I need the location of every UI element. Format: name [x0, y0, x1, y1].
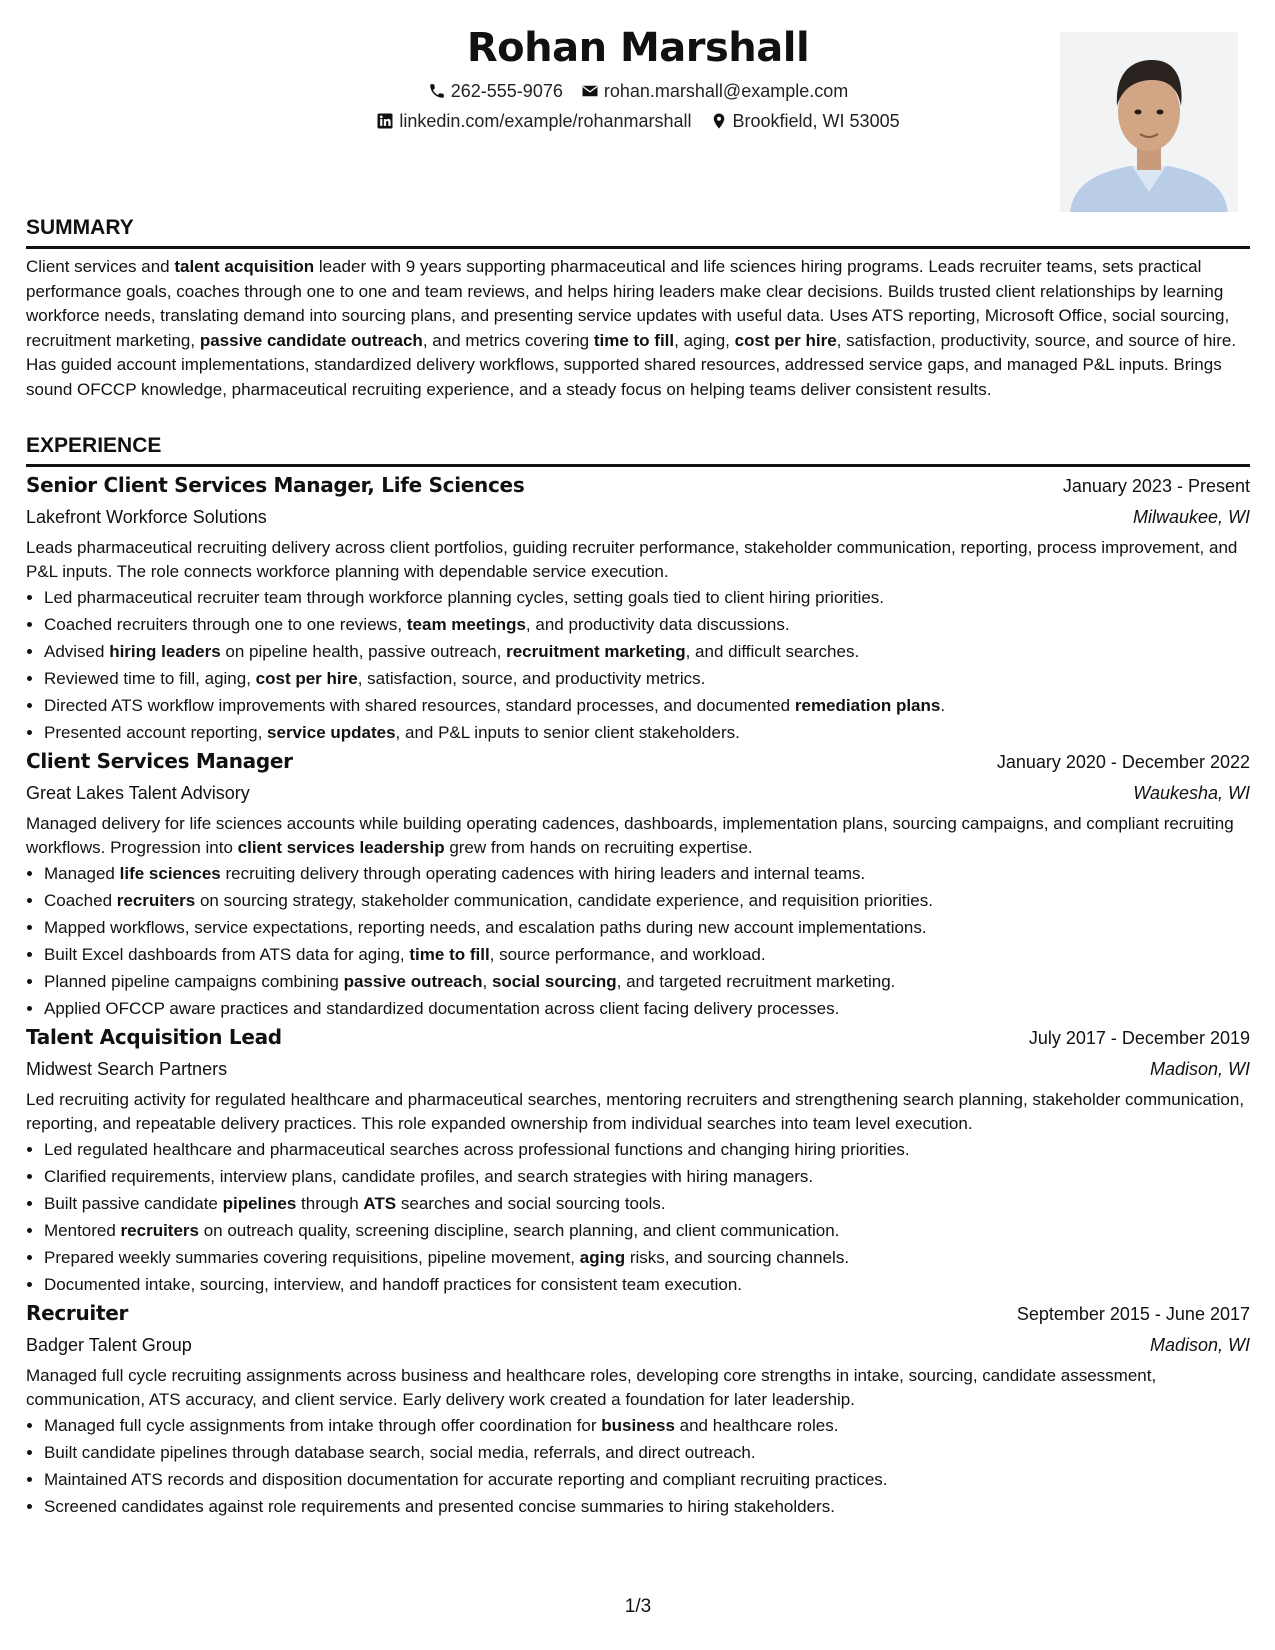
job-bullet [44, 1412, 1250, 1439]
job-dates: September 2015 - June 2017 [1016, 1304, 1250, 1324]
text-run: Clarified requirements, interview plans, candidate profiles, and search strategies with hiring managers. [44, 1167, 814, 1186]
profile-photo [1060, 32, 1238, 212]
summary-divider [26, 246, 1250, 249]
resume-page [26, 0, 1250, 1650]
email-contact[interactable] [581, 76, 848, 106]
text-run: searches and social sourcing tools. [396, 1194, 666, 1213]
job-entry [26, 1298, 1250, 1520]
job-bullet [44, 860, 1250, 887]
text-run: Coached [44, 891, 117, 910]
text-run: Led pharmaceutical recruiter team through workforce planning cycles, setting goals tied to client hiring priorities. [44, 588, 885, 607]
text-run: , satisfaction, productivity, source, and source of hire. Has guided account implementations, standardized delivery workflows, supported shared resources, addressed service gaps, and managed P&L inputs. Brings sound OFCCP knowledge, pharmaceutical recruiting experience, and a steady focus on helping teams deliver consistent results. [26, 330, 1237, 399]
text-run: Led regulated healthcare and pharmaceutical searches across professional functions and changing hiring priorities. [44, 1140, 910, 1159]
text-run: on pipeline health, passive outreach, [220, 642, 507, 661]
location-contact [710, 106, 900, 136]
text-run: on outreach quality, screening discipline, search planning, and client communication. [198, 1221, 840, 1240]
text-run: , and metrics covering [422, 330, 594, 350]
text-run: Managed full cycle assignments from intake through offer coordination for [44, 1416, 602, 1435]
text-run: through [296, 1194, 364, 1213]
linkedin-url: linkedin.com/example/rohanmarshall [399, 111, 692, 131]
candidate-name: Rohan Marshall [466, 25, 810, 71]
text-run: Managed delivery for life sciences accounts while building operating cadences, dashboards, implementation plans, sourcing campaigns, and compliant recruiting workflows. Progression into [26, 814, 1234, 857]
job-bullet [44, 1244, 1250, 1271]
job-dates: July 2017 - December 2019 [1028, 1028, 1250, 1048]
company-name: Midwest Search Partners [26, 1059, 228, 1079]
text-run: Maintained ATS records and disposition documentation for accurate reporting and compliant recruiting practices. [44, 1470, 888, 1489]
job-bullets [26, 1136, 1250, 1298]
job-bullet [44, 1493, 1250, 1520]
job-bullet [44, 638, 1250, 665]
text-run: Directed ATS workflow improvements with shared resources, standard processes, and documented [44, 696, 795, 715]
text-run: , [482, 972, 492, 991]
text-run: , satisfaction, source, and productivity metrics. [357, 669, 706, 688]
phone-number: 262-555-9076 [450, 81, 563, 101]
emphasized-text: pipelines [222, 1194, 297, 1213]
job-title: Talent Acquisition Lead [26, 1025, 282, 1049]
text-run: Applied OFCCP aware practices and standardized documentation across client facing delivery processes. [44, 999, 840, 1018]
experience-divider [26, 464, 1250, 467]
text-run: , source performance, and workload. [489, 945, 766, 964]
text-run: Planned pipeline campaigns combining [44, 972, 344, 991]
job-bullet [44, 611, 1250, 638]
linkedin-icon [376, 112, 394, 130]
text-run: Mapped workflows, service expectations, reporting needs, and escalation paths during new account implementations. [44, 918, 927, 937]
company-name: Lakefront Workforce Solutions [26, 507, 267, 527]
emphasized-text: recruitment marketing [506, 642, 686, 661]
emphasized-text: client services leadership [237, 838, 445, 857]
linkedin-contact[interactable] [376, 106, 691, 136]
text-run: . [940, 696, 946, 715]
text-run: , and difficult searches. [685, 642, 860, 661]
job-bullet [44, 1439, 1250, 1466]
emphasized-text: recruiters [120, 1221, 199, 1240]
text-run: Presented account reporting, [44, 723, 268, 742]
emphasized-text: business [601, 1416, 675, 1435]
text-run: Coached recruiters through one to one reviews, [44, 615, 407, 634]
text-run: on sourcing strategy, stakeholder communication, candidate experience, and requisition priorities. [195, 891, 933, 910]
emphasized-text: life sciences [119, 864, 221, 883]
job-bullet [44, 995, 1250, 1022]
job-bullet [44, 1217, 1250, 1244]
text-run: Documented intake, sourcing, interview, and handoff practices for consistent team execution. [44, 1275, 743, 1294]
job-bullet [44, 1136, 1250, 1163]
job-location: Madison, WI [1149, 1335, 1250, 1355]
emphasized-text: time to fill [593, 330, 675, 350]
emphasized-text: cost per hire [255, 669, 358, 688]
emphasized-text: time to fill [409, 945, 490, 964]
job-title: Recruiter [26, 1301, 129, 1325]
text-run: , and P&L inputs to senior client stakeholders. [395, 723, 740, 742]
emphasized-text: passive candidate outreach [199, 330, 423, 350]
emphasized-text: ATS [363, 1194, 397, 1213]
company-name: Great Lakes Talent Advisory [26, 783, 250, 803]
experience-section [26, 432, 1250, 467]
job-description: Managed full cycle recruiting assignments across business and healthcare roles, developing core strengths in intake, sourcing, candidate assessment, communication, ATS accuracy, and client service. Early delivery work created a foundation for later leadership. [26, 1366, 1157, 1409]
job-title: Client Services Manager [26, 749, 293, 773]
emphasized-text: hiring leaders [109, 642, 221, 661]
phone-contact[interactable] [428, 76, 563, 106]
text-run: Prepared weekly summaries covering requisitions, pipeline movement, [44, 1248, 580, 1267]
emphasized-text: recruiters [116, 891, 196, 910]
job-bullet [44, 968, 1250, 995]
job-description: Leads pharmaceutical recruiting delivery across client portfolios, guiding recruiter performance, stakeholder communication, reporting, process improvement, and P&L inputs. The role connects workforce planning with dependable service execution. [26, 538, 1238, 581]
summary-section [26, 214, 1250, 402]
text-run: , aging, [674, 330, 735, 350]
job-title: Senior Client Services Manager, Life Sciences [26, 473, 525, 497]
job-bullet [44, 1271, 1250, 1298]
text-run: and healthcare roles. [674, 1416, 839, 1435]
job-location: Milwaukee, WI [1132, 507, 1250, 527]
envelope-icon [581, 82, 599, 100]
job-bullet [44, 665, 1250, 692]
emphasized-text: cost per hire [734, 330, 837, 350]
job-bullet [44, 1466, 1250, 1493]
text-run: Advised [44, 642, 110, 661]
emphasized-text: talent acquisition [174, 257, 315, 276]
text-run: risks, and sourcing channels. [625, 1248, 850, 1267]
company-name: Badger Talent Group [26, 1335, 192, 1355]
text-run: Built Excel dashboards from ATS data for aging, [44, 945, 410, 964]
job-bullets [26, 1412, 1250, 1520]
job-bullet [44, 1163, 1250, 1190]
text-run: Screened candidates against role requirements and presented concise summaries to hiring stakeholders. [44, 1497, 835, 1516]
emphasized-text: social sourcing [491, 972, 617, 991]
job-bullet [44, 887, 1250, 914]
job-bullet [44, 914, 1250, 941]
job-bullet [44, 692, 1250, 719]
text-run: , and targeted recruitment marketing. [616, 972, 896, 991]
emphasized-text: team meetings [406, 615, 526, 634]
phone-icon [428, 82, 446, 100]
text-run: Built candidate pipelines through database search, social media, referrals, and direct outreach. [44, 1443, 756, 1462]
summary-text [26, 255, 1250, 402]
home-location: Brookfield, WI 53005 [732, 111, 900, 131]
text-run: Mentored [44, 1221, 121, 1240]
emphasized-text: passive outreach [343, 972, 483, 991]
experience-heading: EXPERIENCE [26, 434, 162, 457]
emphasized-text: remediation plans [794, 696, 941, 715]
job-bullets [26, 860, 1250, 1022]
text-run: grew from hands on recruiting expertise. [444, 838, 753, 857]
job-entry [26, 1022, 1250, 1298]
job-bullet [44, 719, 1250, 746]
job-entry [26, 470, 1250, 746]
emphasized-text: aging [579, 1248, 626, 1267]
text-run: leader with 9 years supporting pharmaceutical and life sciences hiring programs. Leads recruiter teams, sets practical performance goals, coaches through one to one and team reviews, and helps hiring leaders make clear decisions. Builds trusted client relationships by learning workforce needs, translating demand into sourcing plans, and presenting service updates with useful data. Uses ATS reporting, Microsoft Office, social sourcing, recruitment marketing, [26, 257, 1230, 350]
text-run: , and productivity data discussions. [525, 615, 790, 634]
job-bullets [26, 584, 1250, 746]
text-run: Client services and [26, 257, 175, 276]
text-run: recruiting delivery through operating cadences with hiring leaders and internal teams. [220, 864, 866, 883]
job-bullet [44, 584, 1250, 611]
job-dates: January 2023 - Present [1062, 476, 1250, 496]
job-description: Led recruiting activity for regulated healthcare and pharmaceutical searches, mentoring recruiters and strengthening search planning, stakeholder communication, reporting, and repeatable delivery practices. This role expanded ownership from individual searches into team level execution. [26, 1090, 1245, 1133]
text-run: Reviewed time to fill, aging, [44, 669, 256, 688]
emphasized-text: service updates [267, 723, 396, 742]
text-run: Managed [44, 864, 120, 883]
job-location: Madison, WI [1149, 1059, 1250, 1079]
text-run: Built passive candidate [44, 1194, 223, 1213]
summary-heading: SUMMARY [26, 216, 134, 239]
job-bullet [44, 941, 1250, 968]
job-location: Waukesha, WI [1133, 783, 1250, 803]
job-description [26, 812, 1250, 860]
job-entry [26, 746, 1250, 1022]
email-address: rohan.marshall@example.com [603, 81, 849, 101]
map-pin-icon [710, 112, 728, 130]
job-bullet [44, 1190, 1250, 1217]
page-number: 1/3 [624, 1596, 652, 1617]
job-dates: January 2020 - December 2022 [996, 752, 1250, 772]
